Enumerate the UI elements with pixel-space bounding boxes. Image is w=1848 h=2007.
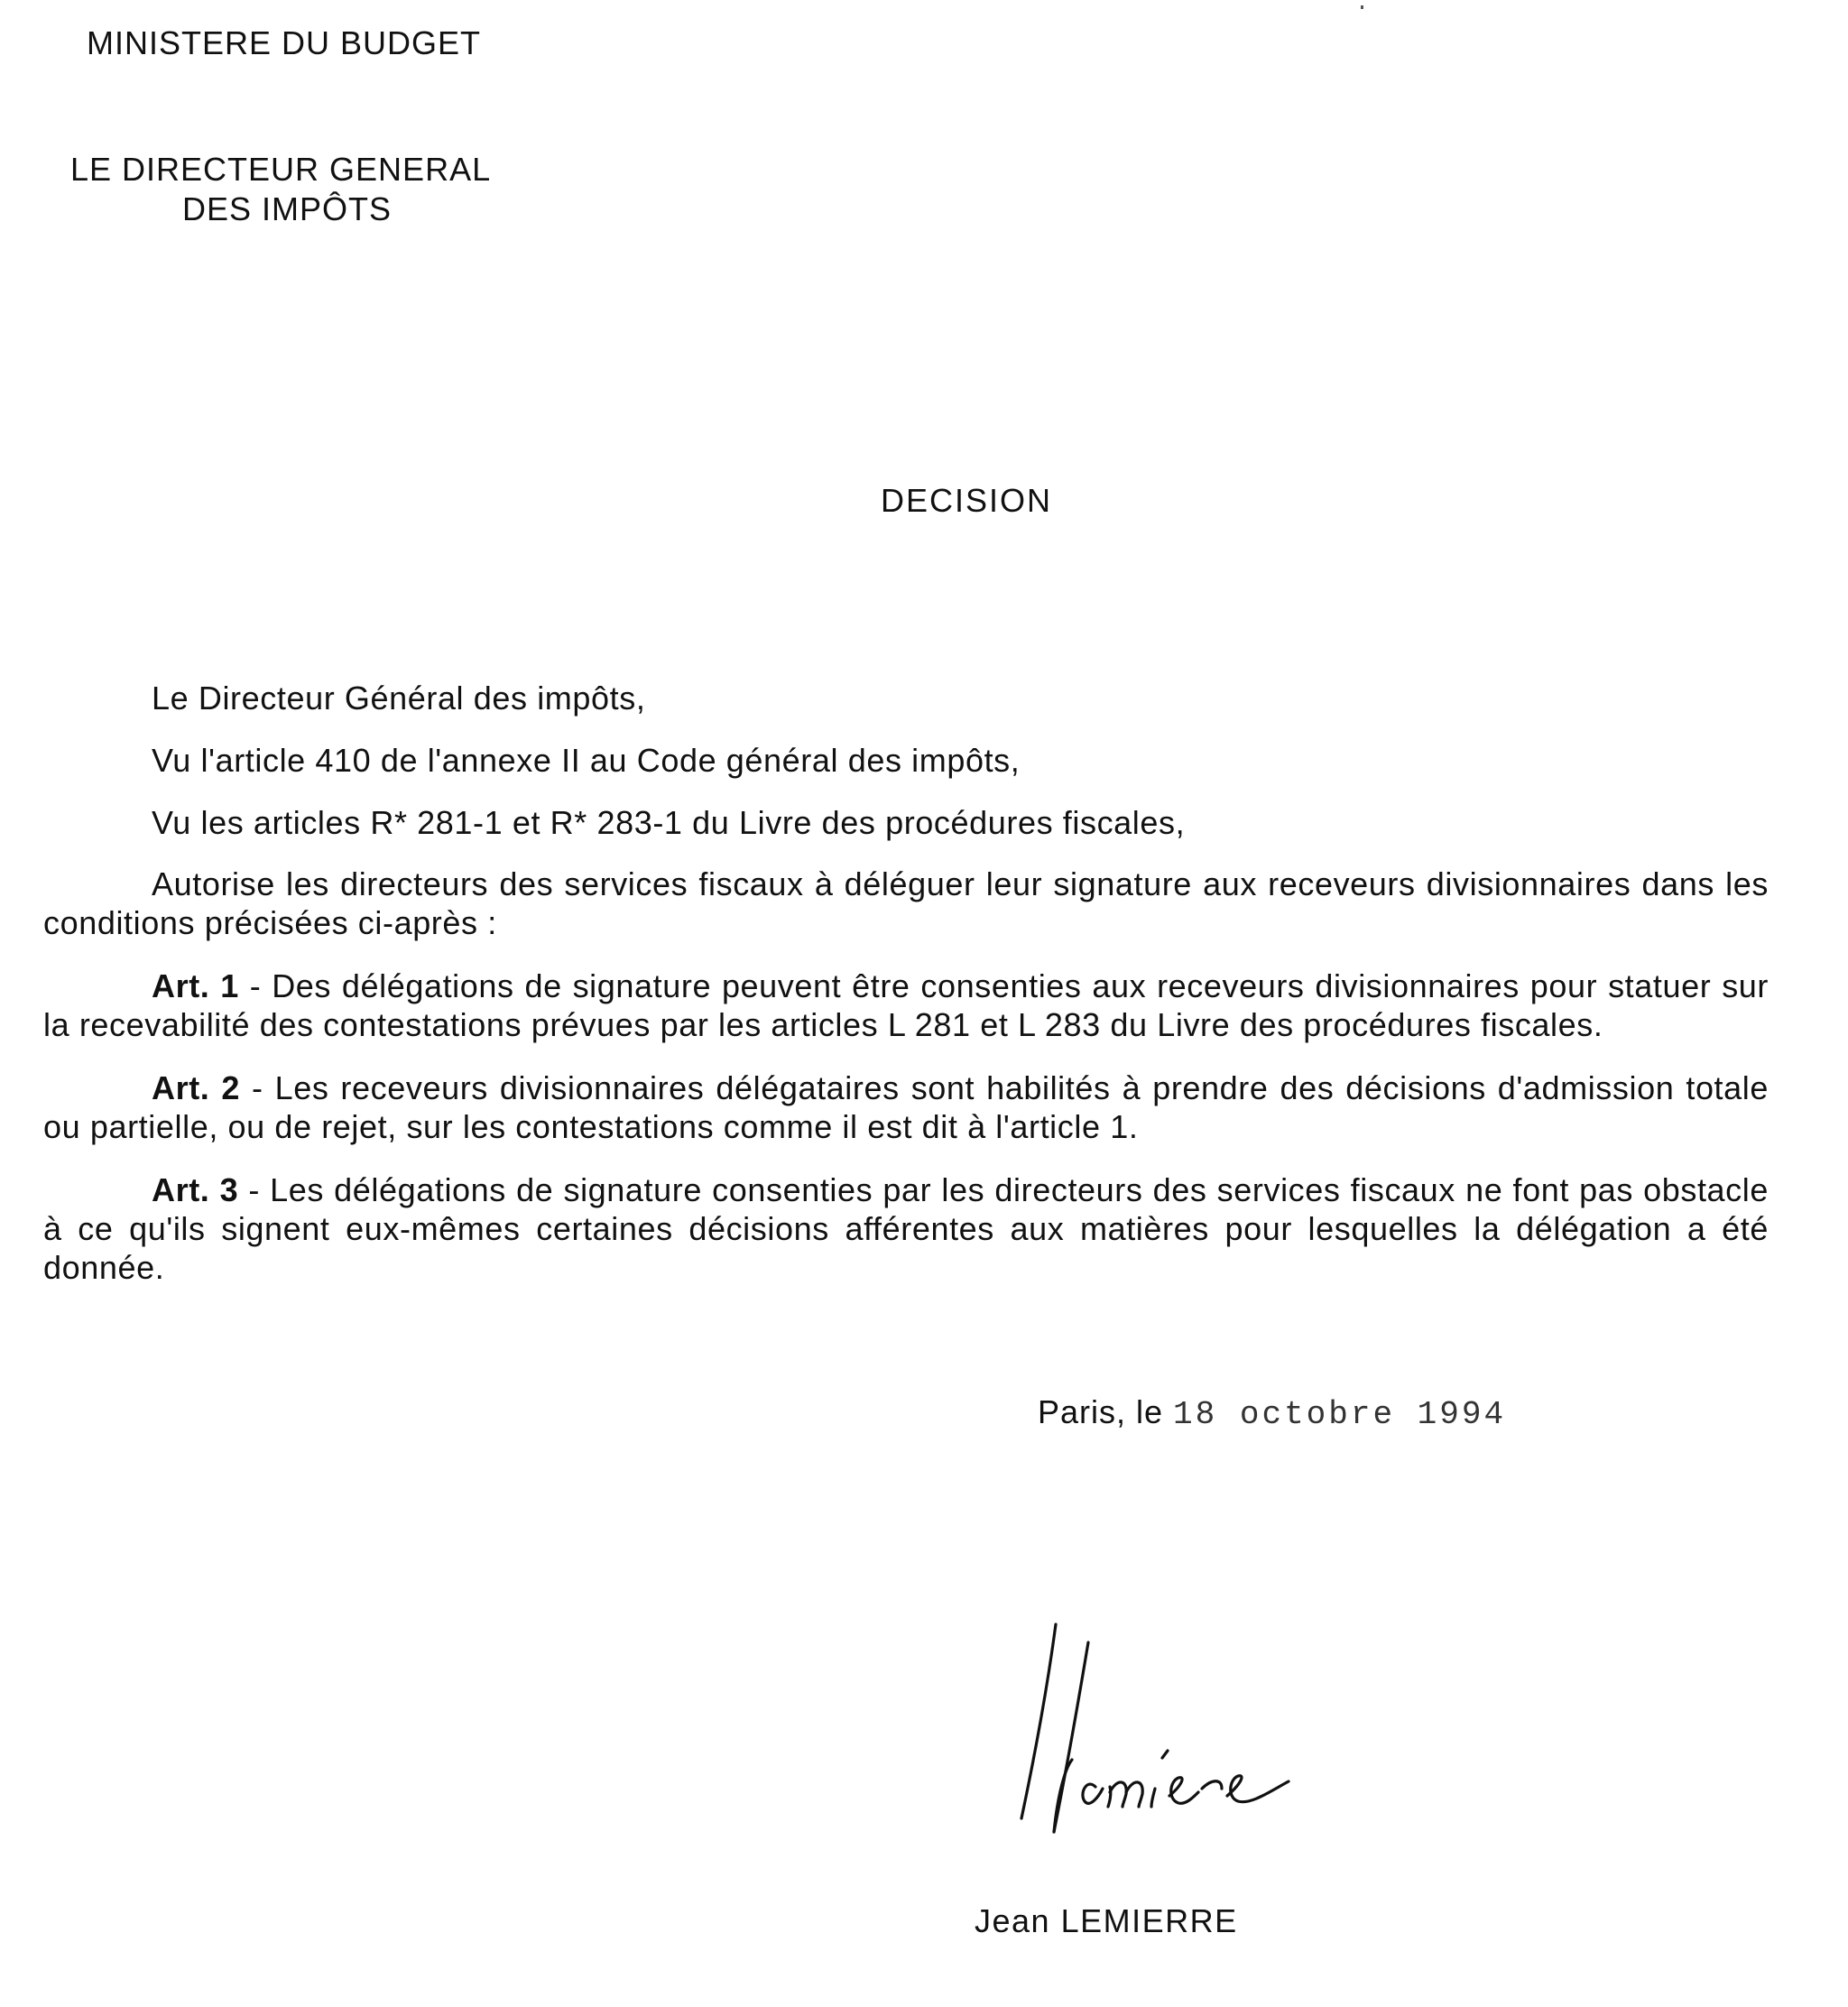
article-2 xyxy=(43,1068,1769,1146)
preamble-line-1: Le Directeur Général des impôts, xyxy=(152,680,646,717)
preamble-line-2: Vu l'article 410 de l'annexe II au Code général des impôts, xyxy=(152,742,1021,779)
preamble-paragraph-authorisation: Autorise les directeurs des services fiscaux à déléguer leur signature aux receveurs divisionnaires dans les conditions précisées ci-après : xyxy=(43,865,1769,941)
ministry-heading: MINISTERE DU BUDGET xyxy=(87,24,482,61)
article-1-text: - Des délégations de signature peuvent être consenties aux receveurs divisionnaires pour statuer sur la recevabilité des contestations prévues par les articles L 281 et L 283 du Livre des procédures fiscales. xyxy=(43,967,1769,1043)
director-heading-line1: LE DIRECTEUR GENERAL xyxy=(70,151,492,188)
preamble-line-3: Vu les articles R* 281-1 et R* 283-1 du Livre des procédures fiscales, xyxy=(152,804,1186,841)
date-value: 18 octobre 1994 xyxy=(1173,1396,1507,1433)
article-3 xyxy=(43,1170,1769,1287)
article-2-text: - Les receveurs divisionnaires délégataires sont habilités à prendre des décisions d'admission totale ou partielle, ou de rejet, sur les contestations comme il est dit à l'article 1. xyxy=(43,1069,1769,1145)
director-heading-line2: DES IMPÔTS xyxy=(182,190,393,227)
date-place: Paris, le xyxy=(1038,1393,1174,1430)
signatory-name: Jean LEMIERRE xyxy=(975,1902,1238,1939)
article-3-label: Art. 3 xyxy=(152,1171,239,1208)
article-2-label: Art. 2 xyxy=(152,1069,241,1106)
handwritten-signature xyxy=(1002,1615,1381,1850)
document-title: DECISION xyxy=(881,482,1053,519)
article-1 xyxy=(43,967,1769,1044)
scan-speck xyxy=(1361,5,1363,9)
article-3-text: - Les délégations de signature consenties par les directeurs des services fiscaux ne font pas obstacle à ce qu'ils signent eux-mêmes certaines décisions afférentes aux matières pour lesquelles la délégation a été donnée. xyxy=(43,1171,1769,1286)
article-1-label: Art. 1 xyxy=(152,967,239,1004)
date-line xyxy=(1038,1393,1506,1433)
